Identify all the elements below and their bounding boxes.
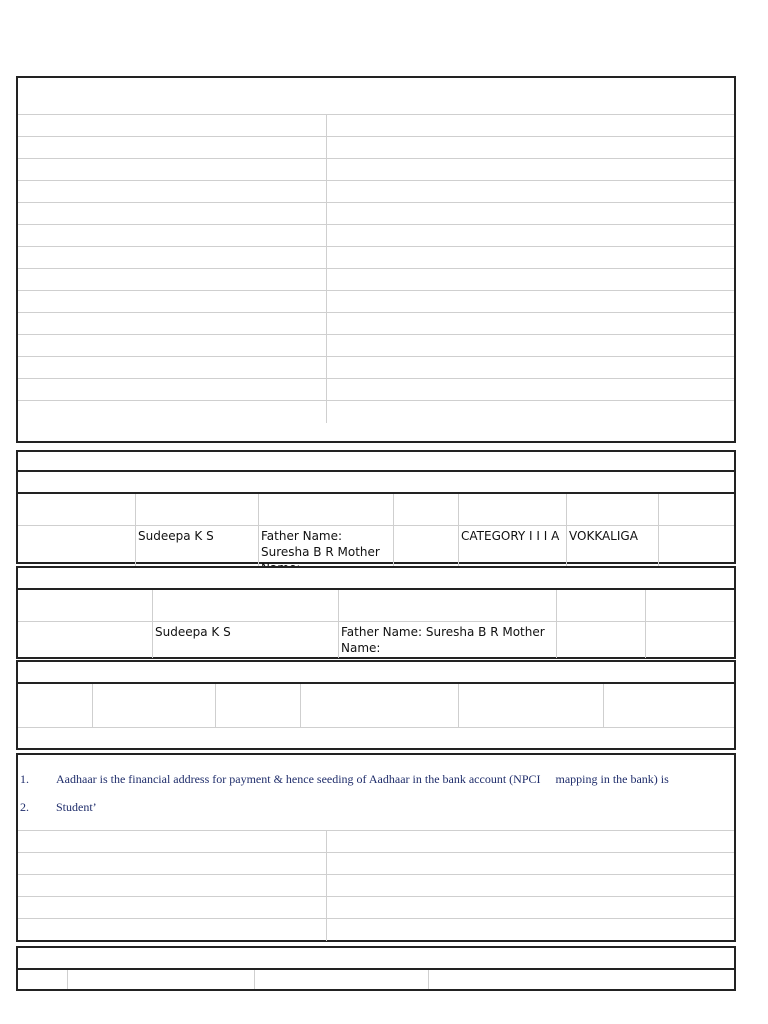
form-label-cell [18,853,327,875]
form-section-5 [16,566,736,659]
student-name-cell: Sudeepa K S [153,622,339,658]
table-header-cell [18,590,153,622]
form-value-cell [327,137,734,159]
table-cell [68,970,255,989]
form-section-2 [16,450,736,472]
table-header-cell [646,590,734,622]
form-label-cell [18,379,327,401]
table-cell [255,970,429,989]
section-5-header [18,568,734,590]
form-value-cell [327,401,734,423]
form-value-cell [327,225,734,247]
form-label-cell [18,225,327,247]
form-value-cell [327,291,734,313]
section-8-header [18,948,734,970]
form-value-cell [327,335,734,357]
form-value-cell [327,875,734,897]
table-cell [557,622,646,658]
section-1-grid [18,115,734,423]
table-header-cell [459,684,604,728]
table-header-cell [301,684,459,728]
form-section-3 [16,472,736,564]
form-value-cell [327,313,734,335]
section-1-header [18,78,734,115]
parents-name-cell: Father Name: Suresha B R Mother Name: [339,622,557,658]
table-header-cell [216,684,301,728]
table-header-cell [394,494,459,526]
form-section-7 [16,753,736,942]
note-line [18,793,734,821]
table-header-cell [567,494,659,526]
note-number: 2. [20,799,29,814]
form-label-cell [18,115,327,137]
note-number: 1. [20,771,29,786]
form-value-cell [327,853,734,875]
form-label-cell [18,181,327,203]
form-label-cell [18,159,327,181]
table-cell [18,970,68,989]
form-section-1 [16,76,736,443]
form-value-cell [327,181,734,203]
section-8-grid [18,970,734,989]
form-label-cell [18,357,327,379]
notes-block [18,755,734,831]
table-header-cell [259,494,394,526]
form-label-cell [18,335,327,357]
table-cell [18,622,153,658]
section-6-grid [18,684,734,728]
note-text: Student’ [56,799,97,814]
section-3-header [18,472,734,494]
form-label-cell [18,313,327,335]
table-header-cell [93,684,216,728]
table-header-cell [339,590,557,622]
section-7-grid [18,831,734,941]
form-label-cell [18,831,327,853]
form-label-cell [18,247,327,269]
form-section-6 [16,660,736,750]
note-text: Aadhaar is the financial address for payment & hence seeding of Aadhaar in the bank account (NPCI mapping in the bank) is [56,771,669,786]
form-label-cell [18,875,327,897]
note-line [18,765,734,793]
form-section-8 [16,946,736,991]
table-cell [646,622,734,658]
caste-cell: VOKKALIGA [567,526,659,578]
form-label-cell [18,137,327,159]
form-value-cell [327,247,734,269]
form-value-cell [327,919,734,941]
table-header-cell [557,590,646,622]
table-header-cell [18,494,136,526]
table-header-cell [18,684,93,728]
form-value-cell [327,897,734,919]
form-value-cell [327,159,734,181]
form-label-cell [18,401,327,423]
form-label-cell [18,291,327,313]
form-value-cell [327,379,734,401]
form-label-cell [18,269,327,291]
form-label-cell [18,919,327,941]
parents-name-cell: Father Name: Suresha B R Mother [259,526,394,578]
form-label-cell [18,203,327,225]
form-value-cell [327,831,734,853]
form-value-cell [327,269,734,291]
section-6-header [18,662,734,684]
section-5-grid [18,590,734,658]
form-value-cell [327,357,734,379]
table-header-cell [659,494,734,526]
form-value-cell [327,203,734,225]
student-name-cell: Sudeepa K S [136,526,259,578]
table-header-cell [153,590,339,622]
table-cell [429,970,734,989]
form-value-cell [327,115,734,137]
category-cell: CATEGORY I I I A [459,526,567,578]
table-header-cell [136,494,259,526]
table-header-cell [604,684,734,728]
table-header-cell [459,494,567,526]
form-label-cell [18,897,327,919]
